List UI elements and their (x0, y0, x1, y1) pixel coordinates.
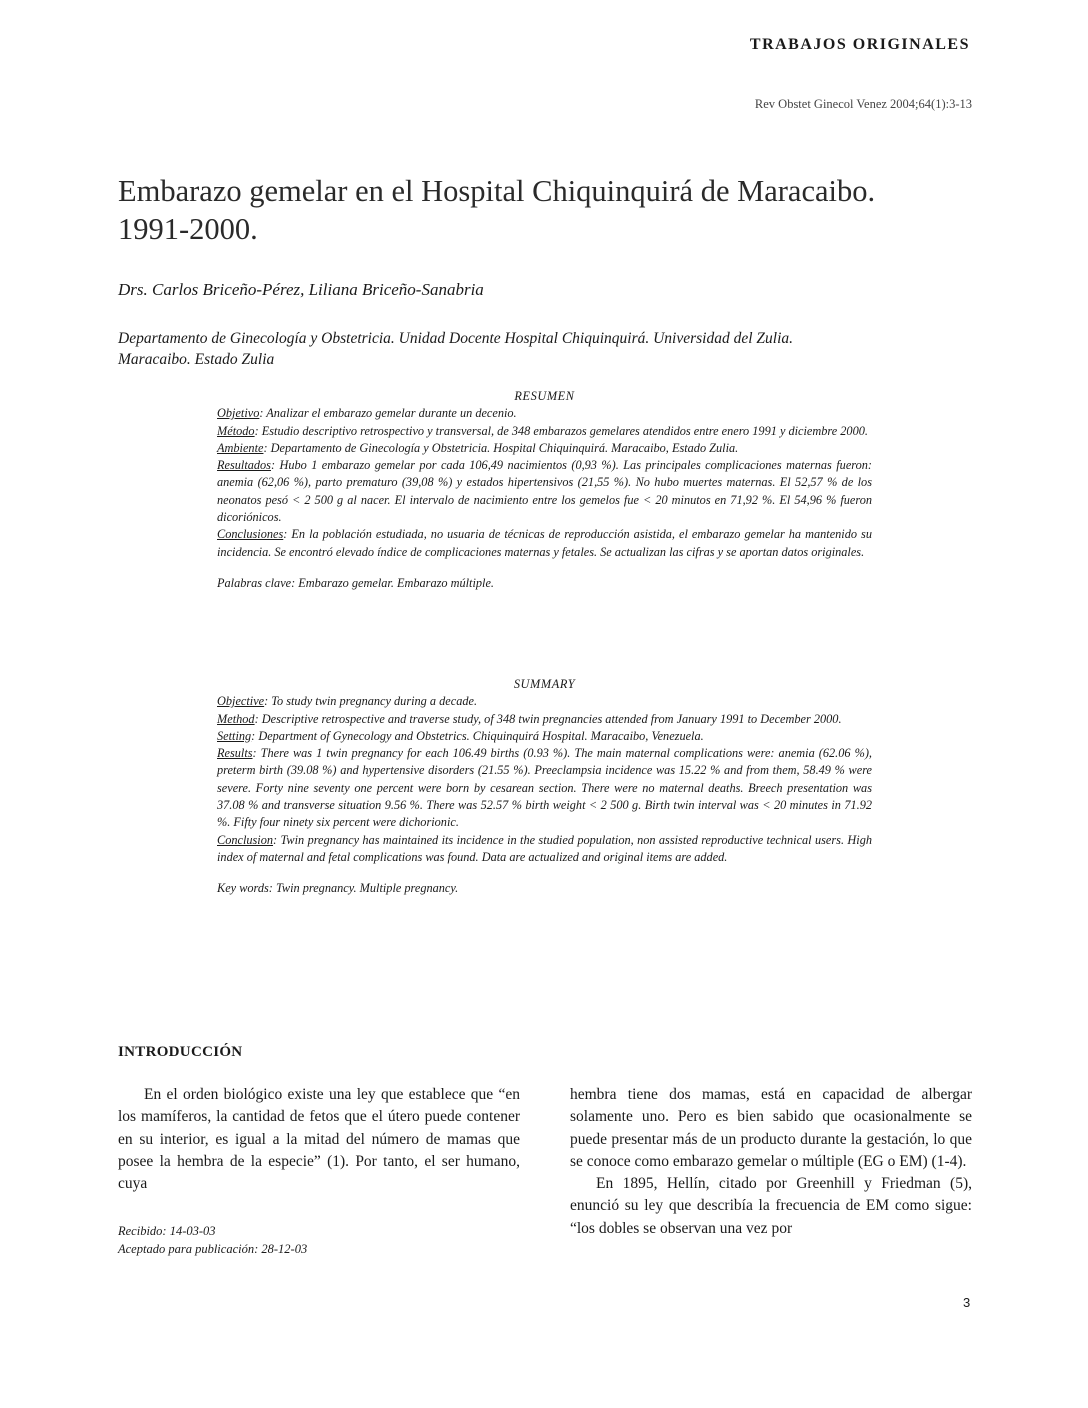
article-authors: Drs. Carlos Briceño-Pérez, Liliana Briceño-Sanabria (118, 280, 484, 299)
affiliation-line-2: Maracaibo. Estado Zulia (118, 351, 275, 368)
resumen-block (217, 388, 872, 592)
intro-paragraph-1-continued: hembra tiene dos mamas, está en capacidad de albergar solamente uno. Pero es bien sabido que ocasionalmente se puede presentar más de un producto durante la gestación, lo que se conoce como embarazo gemelar o múltiple (EG o EM) (1-4). (570, 1086, 972, 1170)
resumen-heading: RESUMEN (514, 389, 575, 403)
resultados-label: Resultados (217, 458, 271, 473)
setting-text: : Department of Gynecology and Obstetrics. Chiquinquirá Hospital. Maracaibo, Venezuela. (251, 728, 704, 743)
page-number: 3 (963, 1295, 971, 1310)
objetivo-text: : Analizar el embarazo gemelar durante un decenio. (259, 406, 517, 421)
summary-keywords: Key words: Twin pregnancy. Multiple pregnancy. (217, 881, 459, 896)
intro-paragraph-2: En 1895, Hellín, citado por Greenhill y Friedman (5), enunció su ley que describía la frecuencia de EM como sigue: “los dobles se observan una vez por (570, 1175, 972, 1237)
summary-results (217, 745, 872, 831)
resumen-objetivo (217, 405, 872, 422)
setting-label: Setting (217, 728, 252, 743)
author-affiliation (118, 328, 978, 370)
summary-setting (217, 728, 872, 745)
body-column-left (118, 1084, 520, 1195)
intro-paragraph-1: En el orden biológico existe una ley que establece que “en los mamíferos, la cantidad de fetos que el útero puede contener en su interior, es igual a la mitad del número de mamas que posee la hembra de la especie” (1). Por tanto, el ser humano, cuya (118, 1086, 520, 1193)
summary-method (217, 711, 872, 728)
summary-heading: SUMMARY (513, 677, 576, 691)
affiliation-line-1: Departamento de Ginecología y Obstetricia. Unidad Docente Hospital Chiquinquirá. Universidad del Zulia. (118, 330, 794, 347)
objective-label: Objective (217, 694, 265, 709)
resumen-keywords: Palabras clave: Embarazo gemelar. Embarazo múltiple. (217, 575, 494, 590)
article-title (118, 172, 998, 248)
objetivo-label: Objetivo (217, 406, 260, 421)
accepted-date: Aceptado para publicación: 28-12-03 (118, 1242, 308, 1256)
conclusion-text: : Twin pregnancy has maintained its incidence in the studied population, non assisted reproductive technical users. High index of maternal and fetal complications was found. Data are actualized and original items are added. (217, 832, 872, 864)
summary-objective (217, 693, 872, 710)
resultados-text: : Hubo 1 embarazo gemelar por cada 106,49 nacimientos (0,93 %). Las principales complicaciones maternas fueron: anemia (62,06 %), parto prematuro (39,08 %) y estados hipertensivos (21,55 %). No hubo muertes maternas. El 52,57 % de los neonatos pesó < 2 500 g al nacer. El intervalo de nacimiento entre los gemelos fue < 20 minutos en 71,92 %. El 54,96 % fueron dicoriónicos. (217, 458, 872, 525)
method-label: Method (217, 711, 255, 726)
body-column-right (570, 1084, 972, 1240)
journal-citation: Rev Obstet Ginecol Venez 2004;64(1):3-13 (754, 97, 972, 111)
objective-text: : To study twin pregnancy during a decade. (264, 694, 478, 709)
summary-conclusion (217, 832, 872, 867)
metodo-label: Método (217, 423, 255, 438)
article-title-line-2: 1991-2000. (118, 212, 258, 246)
summary-block (217, 676, 872, 898)
received-date: Recibido: 14-03-03 (118, 1224, 216, 1238)
method-text: : Descriptive retrospective and traverse study, of 348 twin pregnancies attended from January 1991 to December 2000. (254, 711, 842, 726)
ambiente-text: : Departamento de Ginecología y Obstetricia. Hospital Chiquinquirá. Maracaibo, Estado Zulia. (263, 440, 739, 455)
resumen-resultados (217, 457, 872, 526)
submission-dates (118, 1222, 307, 1258)
conclusion-label: Conclusion (217, 832, 274, 847)
resumen-metodo (217, 423, 872, 440)
resumen-conclusiones (217, 526, 872, 561)
article-title-line-1: Embarazo gemelar en el Hospital Chiquinquirá de Maracaibo. (118, 174, 876, 208)
section-label: TRABAJOS ORIGINALES (749, 36, 970, 53)
ambiente-label: Ambiente (217, 440, 264, 455)
introduction-heading: INTRODUCCIÓN (118, 1044, 243, 1060)
conclusiones-text: : En la población estudiada, no usuaria de técnicas de reproducción asistida, el embarazo gemelar ha mantenido su incidencia. Se encontró elevado índice de complicaciones maternas y fetales. Se actualizan las cifras y se aportan datos originales. (217, 527, 872, 559)
results-label: Results (217, 746, 253, 761)
metodo-text: : Estudio descriptivo retrospectivo y transversal, de 348 embarazos gemelares atendidos entre enero 1991 y diciembre 2000. (254, 423, 868, 438)
resumen-ambiente (217, 440, 872, 457)
results-text: : There was 1 twin pregnancy for each 106.49 births (0.93 %). The main maternal complications were: anemia (62.06 %), preterm birth (39.08 %) and hypertensive disorders (21.55 %). Preeclampsia incidence was 15.22 % and from them, 58.49 % were severe. Forty nine seventy one percent were born by cesarean section. There were no maternal deaths. Breech presentation was 37.08 % and transverse situation 9.56 %. There was 52.57 % birth weight < 2 500 g. Birth twin interval was < 20 minutes in 71.92 %. Fifty four ninety six percent were dichorionic. (217, 746, 872, 830)
conclusiones-label: Conclusiones (217, 527, 284, 542)
